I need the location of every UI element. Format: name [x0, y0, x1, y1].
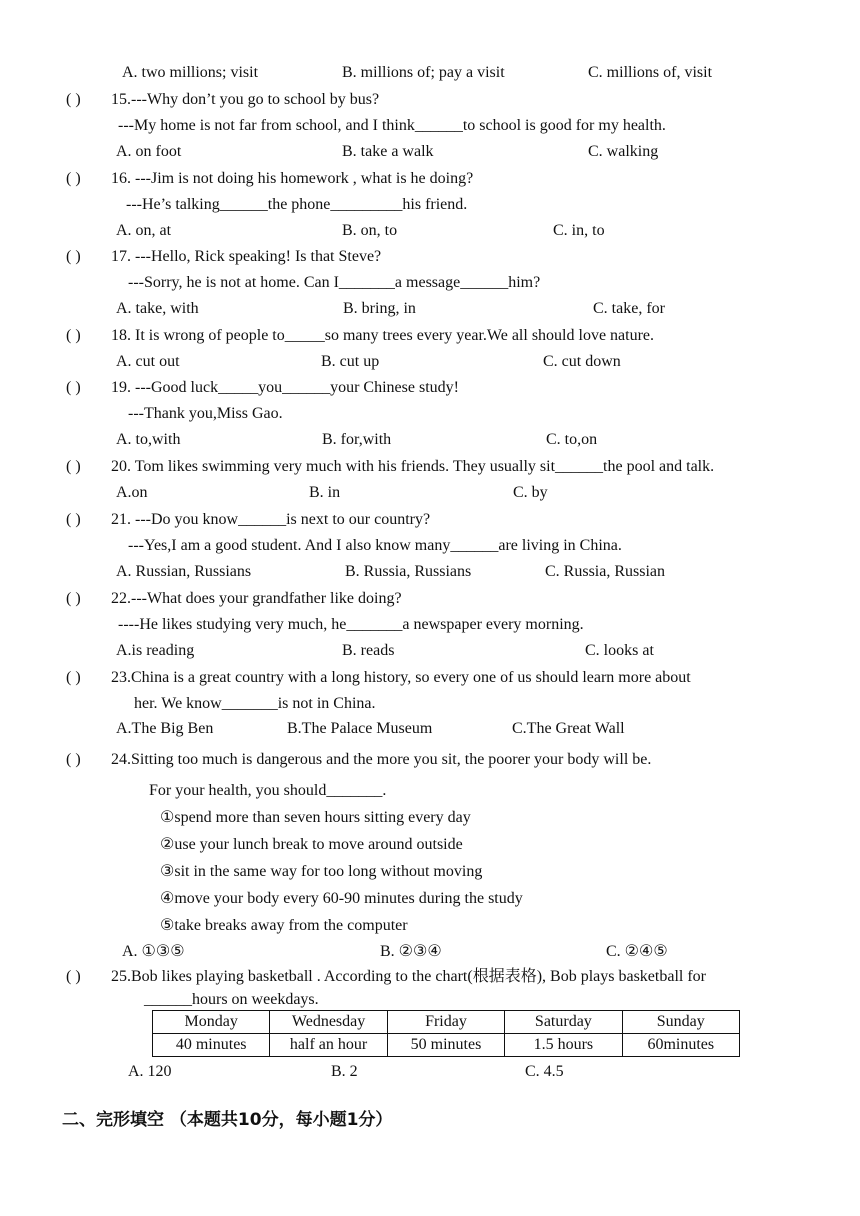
q24-item-3: ③sit in the same way for too long without moving	[160, 863, 483, 880]
table-header-cell: Sunday	[622, 1011, 739, 1034]
table-header-cell: Saturday	[505, 1011, 622, 1034]
q17-option-c: C. take, for	[593, 300, 665, 317]
q22-option-a: A.is reading	[116, 642, 195, 659]
answer-bracket[interactable]: ( )	[66, 379, 81, 396]
table-cell: 50 minutes	[387, 1034, 504, 1057]
section-heading: 二、完形填空 （本题共10分，每小题1分）	[62, 1110, 393, 1130]
q25-question: 25.Bob likes playing basketball . According to the chart(根据表格), Bob plays basketball for	[111, 968, 706, 985]
q19-question: 19. ---Good luck_____you______your Chinese study!	[111, 379, 459, 396]
q16-response: ---He’s talking______the phone_________his friend.	[126, 196, 468, 213]
q22-response: ----He likes studying very much, he_______a newspaper every morning.	[118, 616, 584, 633]
q16-option-c: C. in, to	[553, 222, 605, 239]
table-header-cell: Monday	[153, 1011, 270, 1034]
q23-question: 23.China is a great country with a long history, so every one of us should learn more about	[111, 669, 691, 686]
q24-item-1: ①spend more than seven hours sitting every day	[160, 809, 471, 826]
q21-option-b: B. Russia, Russians	[345, 563, 472, 580]
answer-bracket[interactable]: ( )	[66, 968, 81, 985]
q23-option-c: C.The Great Wall	[512, 720, 625, 737]
q14-option-a: A. two millions; visit	[122, 64, 259, 81]
q20-option-c: C. by	[513, 484, 548, 501]
q20-option-a: A.on	[116, 484, 148, 501]
q19-response: ---Thank you,Miss Gao.	[128, 405, 283, 422]
q16-option-b: B. on, to	[342, 222, 398, 239]
q15-option-a: A. on foot	[116, 143, 182, 160]
q24-item-4: ④move your body every 60-90 minutes during the study	[160, 890, 523, 907]
q24-question: 24.Sitting too much is dangerous and the more you sit, the poorer your body will be.	[111, 751, 652, 768]
q17-option-b: B. bring, in	[343, 300, 416, 317]
q19-option-b: B. for,with	[322, 431, 392, 448]
q22-question: 22.---What does your grandfather like doing?	[111, 590, 402, 607]
q17-option-a: A. take, with	[116, 300, 199, 317]
answer-bracket[interactable]: ( )	[66, 458, 81, 475]
q14-option-c: C. millions of, visit	[588, 64, 713, 81]
q23-option-a: A.The Big Ben	[116, 720, 214, 737]
table-cell: 60minutes	[622, 1034, 739, 1057]
table-header-cell: Wednesday	[270, 1011, 387, 1034]
q24-item-5: ⑤take breaks away from the computer	[160, 917, 408, 934]
answer-bracket[interactable]: ( )	[66, 590, 81, 607]
q21-option-c: C. Russia, Russian	[545, 563, 666, 580]
q18-option-a: A. cut out	[116, 353, 180, 370]
q15-question: 15.---Why don’t you go to school by bus?	[111, 91, 380, 108]
q18-option-c: C. cut down	[543, 353, 621, 370]
q24-option-a: A. ①③⑤	[122, 943, 185, 960]
q21-option-a: A. Russian, Russians	[116, 563, 252, 580]
table-cell: 40 minutes	[153, 1034, 270, 1057]
q22-option-b: B. reads	[342, 642, 395, 659]
q18-question: 18. It is wrong of people to_____so many trees every year.We all should love nature.	[111, 327, 655, 344]
q23-option-b: B.The Palace Museum	[287, 720, 433, 737]
table-cell: 1.5 hours	[505, 1034, 622, 1057]
q24-option-c: C. ②④⑤	[606, 943, 668, 960]
q14-option-b: B. millions of; pay a visit	[342, 64, 505, 81]
q21-question: 21. ---Do you know______is next to our country?	[111, 511, 431, 528]
q22-option-c: C. looks at	[585, 642, 654, 659]
q20-option-b: B. in	[309, 484, 341, 501]
q19-option-a: A. to,with	[116, 431, 181, 448]
answer-bracket[interactable]: ( )	[66, 669, 81, 686]
answer-bracket[interactable]: ( )	[66, 91, 81, 108]
basketball-schedule-table	[152, 1010, 740, 1057]
q23-question-cont: her. We know_______is not in China.	[134, 695, 376, 712]
q15-option-b: B. take a walk	[342, 143, 434, 160]
table-header-cell: Friday	[387, 1011, 504, 1034]
table-cell: half an hour	[270, 1034, 387, 1057]
q25-option-b: B. 2	[331, 1063, 358, 1080]
q25-option-c: C. 4.5	[525, 1063, 564, 1080]
q17-question: 17. ---Hello, Rick speaking! Is that Steve?	[111, 248, 382, 265]
table-header-row	[153, 1011, 740, 1034]
answer-bracket[interactable]: ( )	[66, 751, 81, 768]
q24-option-b: B. ②③④	[380, 943, 442, 960]
q20-question: 20. Tom likes swimming very much with his friends. They usually sit______the pool and talk.	[111, 458, 715, 475]
q19-option-c: C. to,on	[546, 431, 598, 448]
q16-question: 16. ---Jim is not doing his homework , what is he doing?	[111, 170, 474, 187]
q25-option-a: A. 120	[128, 1063, 172, 1080]
table-row	[153, 1034, 740, 1057]
answer-bracket[interactable]: ( )	[66, 248, 81, 265]
answer-bracket[interactable]: ( )	[66, 511, 81, 528]
q15-option-c: C. walking	[588, 143, 659, 160]
q25-question-cont: ______hours on weekdays.	[144, 991, 319, 1008]
q24-prompt: For your health, you should_______.	[149, 782, 387, 799]
answer-bracket[interactable]: ( )	[66, 327, 81, 344]
q21-response: ---Yes,I am a good student. And I also know many______are living in China.	[128, 537, 622, 554]
q15-response: ---My home is not far from school, and I think______to school is good for my health.	[118, 117, 666, 134]
q24-item-2: ②use your lunch break to move around outside	[160, 836, 463, 853]
q16-option-a: A. on, at	[116, 222, 172, 239]
q18-option-b: B. cut up	[321, 353, 380, 370]
answer-bracket[interactable]: ( )	[66, 170, 81, 187]
q17-response: ---Sorry, he is not at home. Can I_______a message______him?	[128, 274, 541, 291]
